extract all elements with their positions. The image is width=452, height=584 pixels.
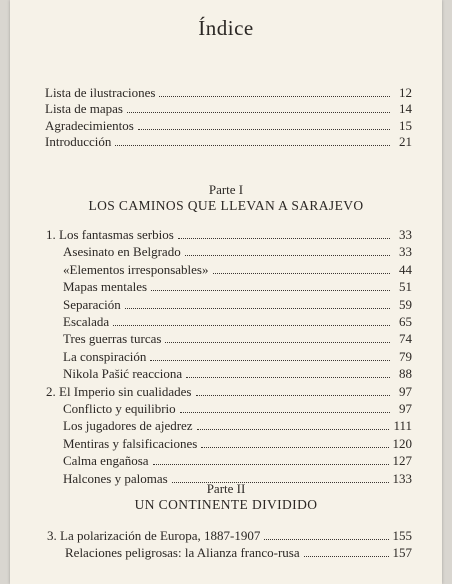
- toc-entry-page: 15: [399, 117, 412, 133]
- dot-leader: [178, 228, 390, 239]
- toc-entry-label: Agradecimientos: [45, 117, 134, 133]
- toc-entry-label: Nikola Pašić reacciona: [63, 366, 183, 382]
- toc-entry-page: 33: [399, 227, 412, 242]
- toc-entry: [47, 528, 412, 543]
- toc-entry-label: Separación: [63, 296, 121, 312]
- dot-leader: [113, 315, 390, 326]
- toc-entry: [63, 366, 412, 381]
- toc-entry-page: 111: [393, 418, 412, 434]
- dot-leader: [125, 298, 390, 309]
- dot-leader: [127, 102, 390, 113]
- toc-entry: [63, 297, 412, 312]
- toc-entry: [63, 262, 412, 277]
- dot-leader: [213, 263, 391, 274]
- toc-entry: [45, 101, 412, 116]
- part-1-title: LOS CAMINOS QUE LLEVAN A SARAJEVO: [88, 198, 364, 213]
- toc-entry: [63, 331, 412, 346]
- toc-entry-label: 2. El Imperio sin cualidades: [46, 383, 192, 399]
- toc-entry: [45, 118, 412, 133]
- dot-leader: [150, 350, 390, 361]
- toc-entry: [45, 85, 412, 100]
- toc-entry: [63, 401, 412, 416]
- toc-entry-label: 1. Los fantasmas serbios: [46, 227, 174, 242]
- toc-entry: [63, 418, 412, 433]
- toc-entry: [63, 244, 412, 259]
- toc-entry-page: 33: [399, 244, 412, 260]
- part-1-number: Parte I: [208, 182, 244, 197]
- toc-entry-page: 157: [392, 544, 412, 560]
- dot-leader: [185, 245, 390, 256]
- toc-entry-label: Conflicto y equilibrio: [63, 401, 176, 416]
- toc-entry-label: Mapas mentales: [63, 279, 148, 295]
- toc-entry-page: 97: [399, 401, 412, 416]
- toc-entry: [46, 227, 412, 242]
- toc-entry-label: Los jugadores de ajedrez: [63, 418, 193, 434]
- toc-entry: [63, 349, 412, 364]
- toc-entry-page: 59: [399, 296, 412, 312]
- toc-entry-label: Escalada: [63, 314, 110, 329]
- dot-leader: [186, 367, 390, 378]
- toc-entry-page: 14: [399, 101, 412, 117]
- dot-leader: [153, 454, 389, 465]
- toc-entry-label: Halcones y palomas: [63, 470, 168, 486]
- toc-entry-page: 88: [399, 366, 412, 382]
- dot-leader: [196, 385, 391, 396]
- toc-entry-page: 51: [399, 279, 412, 295]
- toc-entry-label: Asesinato en Belgrado: [63, 244, 181, 260]
- toc-entry-label: La conspiración: [63, 348, 147, 364]
- toc-entry: [63, 453, 412, 468]
- toc-entry: [63, 436, 412, 451]
- toc-entry-page: 65: [399, 314, 412, 329]
- toc-entry: [63, 279, 412, 294]
- toc-entry-page: 133: [392, 470, 412, 486]
- dot-leader: [264, 529, 388, 540]
- page-title: Índice: [198, 16, 254, 40]
- toc-entry-page: 79: [399, 348, 412, 364]
- toc-entry-page: 120: [392, 435, 412, 451]
- toc-entry-page: 44: [399, 261, 412, 277]
- toc-entry-label: Lista de ilustraciones: [45, 85, 156, 100]
- dot-leader: [159, 86, 390, 97]
- dot-leader: [180, 402, 390, 413]
- toc-entry-label: 3. La polarización de Europa, 1887-1907: [47, 528, 261, 543]
- dot-leader: [115, 135, 390, 146]
- toc-entry-label: «Elementos irresponsables»: [63, 261, 209, 277]
- toc-entry-label: Tres guerras turcas: [63, 331, 162, 347]
- dot-leader: [151, 280, 390, 291]
- toc-entry-page: 12: [399, 85, 412, 100]
- toc-entry: [63, 314, 412, 329]
- part-2-number: Parte II: [206, 481, 246, 496]
- toc-entry: [45, 134, 412, 149]
- dot-leader: [201, 437, 388, 448]
- toc-entry-label: Mentiras y falsificaciones: [63, 435, 198, 451]
- toc-entry-page: 74: [399, 331, 412, 347]
- toc-entry-label: Introducción: [45, 133, 112, 149]
- toc-entry-label: Relaciones peligrosas: la Alianza franco-rusa: [65, 544, 300, 560]
- part-2-title: UN CONTINENTE DIVIDIDO: [134, 497, 318, 512]
- toc-entry-label: Lista de mapas: [45, 101, 123, 117]
- dot-leader: [304, 546, 389, 557]
- dot-leader: [197, 419, 390, 430]
- toc-entry-page: 127: [392, 453, 412, 469]
- toc-entry-page: 97: [399, 383, 412, 399]
- toc-entry-page: 155: [392, 528, 412, 543]
- toc-entry: [46, 384, 412, 399]
- dot-leader: [165, 332, 390, 343]
- dot-leader: [138, 119, 390, 130]
- toc-entry-label: Calma engañosa: [63, 453, 149, 469]
- toc-entry-page: 21: [399, 133, 412, 149]
- toc-entry: [65, 545, 412, 560]
